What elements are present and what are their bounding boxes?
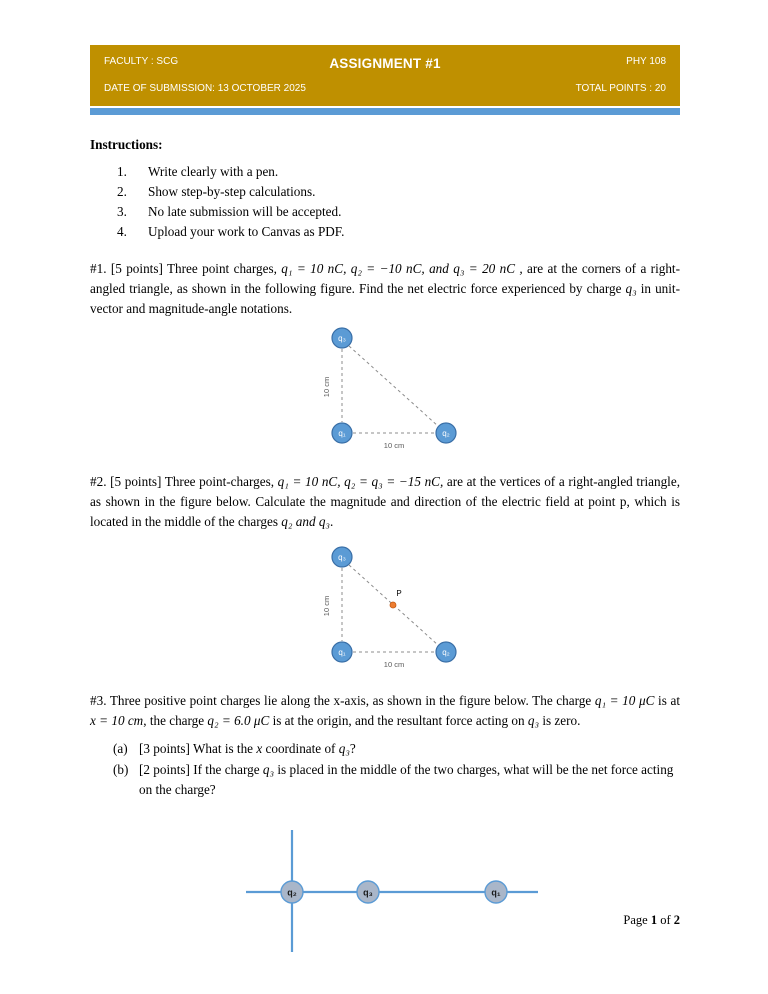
text-segment: are at the corners of a right-angled triangle, as shown in the following figure. Find the net electric force experienced by charge xyxy=(90,261,680,296)
text-segment: coordinate of xyxy=(262,741,339,756)
text-segment: is at xyxy=(654,693,680,708)
text-segment: is at the origin, and the resultant force acting on xyxy=(269,713,528,728)
math-segment: q₃ xyxy=(262,762,275,777)
text-segment: Page xyxy=(623,913,651,927)
course-label: PHY 108 xyxy=(626,56,666,67)
vertical-dim-label: 10 cm xyxy=(322,595,331,617)
charge-q3-label: q₃ xyxy=(338,334,346,343)
item-number: 2. xyxy=(117,184,127,199)
faculty-label: FACULTY : SCG xyxy=(104,56,179,67)
math-segment: q₁ = 10 μC xyxy=(594,693,655,708)
point-p-dot xyxy=(390,602,396,608)
charge-q3-label: q₃ xyxy=(338,553,346,562)
part-a xyxy=(113,739,680,759)
charge-q1-label: q₁ xyxy=(491,887,501,898)
submission-date: DATE OF SUBMISSION: 13 OCTOBER 2025 xyxy=(104,83,306,94)
problem3-parts xyxy=(113,739,680,800)
text-segment: of xyxy=(657,913,674,927)
part-b-text xyxy=(139,760,680,800)
text-segment: in unit-vector and magnitude-angle notations. xyxy=(90,281,680,316)
math-segment: q₂ and q₃ xyxy=(281,514,331,529)
math-segment: q₃ xyxy=(625,281,637,296)
math-segment: x = 10 cm xyxy=(90,713,144,728)
figure1 xyxy=(276,321,680,455)
problem1-text xyxy=(90,259,680,319)
vertical-dim-label: 10 cm xyxy=(322,376,331,398)
part-a-text xyxy=(139,739,680,759)
point-p-label: P xyxy=(396,589,402,598)
figure2-svg xyxy=(276,540,506,672)
instruction-item xyxy=(117,182,680,202)
text-segment: [2 points] If the charge xyxy=(139,762,263,777)
math-segment: q₂ = 6.0 μC xyxy=(207,713,270,728)
horizontal-dim-label: 10 cm xyxy=(383,441,405,450)
header-banner xyxy=(90,45,680,106)
text-segment: #1. [5 points] Three point charges, xyxy=(90,261,282,276)
text-segment: are at the vertices of a right-angled triangle, as shown in the figure below. Calculate the magnitude and direction of the electric field at point p, which is located in the middle of the charges xyxy=(90,474,680,529)
math-segment: q₁ = 10 nC, q₂ = −10 nC, and q₃ = 20 nC , xyxy=(281,261,523,276)
charge-q3-label: q₃ xyxy=(363,887,373,898)
horizontal-dim-label: 10 cm xyxy=(383,660,405,669)
math-segment: q₃ xyxy=(527,713,540,728)
text-segment: is placed in the middle of the two charges, what will be the net force acting on the charge? xyxy=(139,762,674,797)
charge-q1-label: q₁ xyxy=(338,648,346,657)
problem3-text xyxy=(90,691,680,731)
charge-q1-label: q₁ xyxy=(338,429,346,438)
text-segment: #3. Three positive point charges lie along the x-axis, as shown in the figure below. The charge xyxy=(90,693,595,708)
page-number xyxy=(623,913,680,928)
charge-q2-label: q₂ xyxy=(442,429,450,438)
text-segment: , the charge xyxy=(143,713,208,728)
part-a-marker: (a) xyxy=(113,741,128,756)
instruction-item xyxy=(117,222,680,242)
item-number: 3. xyxy=(117,204,127,219)
figure3 xyxy=(246,830,680,954)
item-text: Write clearly with a pen. xyxy=(148,164,279,179)
item-text: Show step-by-step calculations. xyxy=(148,184,316,199)
instruction-item xyxy=(117,162,680,182)
math-segment: q₁ = 10 nC, q₂ = q₃ = −15 nC, xyxy=(277,474,444,489)
part-b-marker: (b) xyxy=(113,762,129,777)
text-segment: . xyxy=(330,514,334,529)
text-segment: [3 points] What is the xyxy=(139,741,257,756)
hypotenuse-line xyxy=(349,346,438,426)
part-b xyxy=(113,760,680,800)
item-number: 1. xyxy=(117,164,127,179)
accent-bar xyxy=(90,108,680,115)
charge-q2-label: q₂ xyxy=(287,887,297,898)
assignment-title: ASSIGNMENT #1 xyxy=(329,56,441,71)
charge-q2-label: q₂ xyxy=(442,648,450,657)
page-number-value: 1 xyxy=(650,913,658,927)
instructions-heading: Instructions: xyxy=(90,137,163,152)
text-segment: ? xyxy=(349,741,356,756)
figure3-svg xyxy=(246,830,538,952)
instruction-item xyxy=(117,202,680,222)
math-segment: x xyxy=(256,741,263,756)
problem2-text xyxy=(90,472,680,532)
figure1-svg xyxy=(276,321,506,453)
text-segment: is zero. xyxy=(539,713,581,728)
figure2 xyxy=(276,540,680,674)
instructions-list xyxy=(117,162,680,242)
page-total-value: 2 xyxy=(673,913,680,927)
item-text: Upload your work to Canvas as PDF. xyxy=(148,224,345,239)
total-points: TOTAL POINTS : 20 xyxy=(575,83,666,94)
item-text: No late submission will be accepted. xyxy=(148,204,342,219)
text-segment: #2. [5 points] Three point-charges, xyxy=(90,474,278,489)
math-segment: q₃ xyxy=(338,741,350,756)
item-number: 4. xyxy=(117,224,127,239)
